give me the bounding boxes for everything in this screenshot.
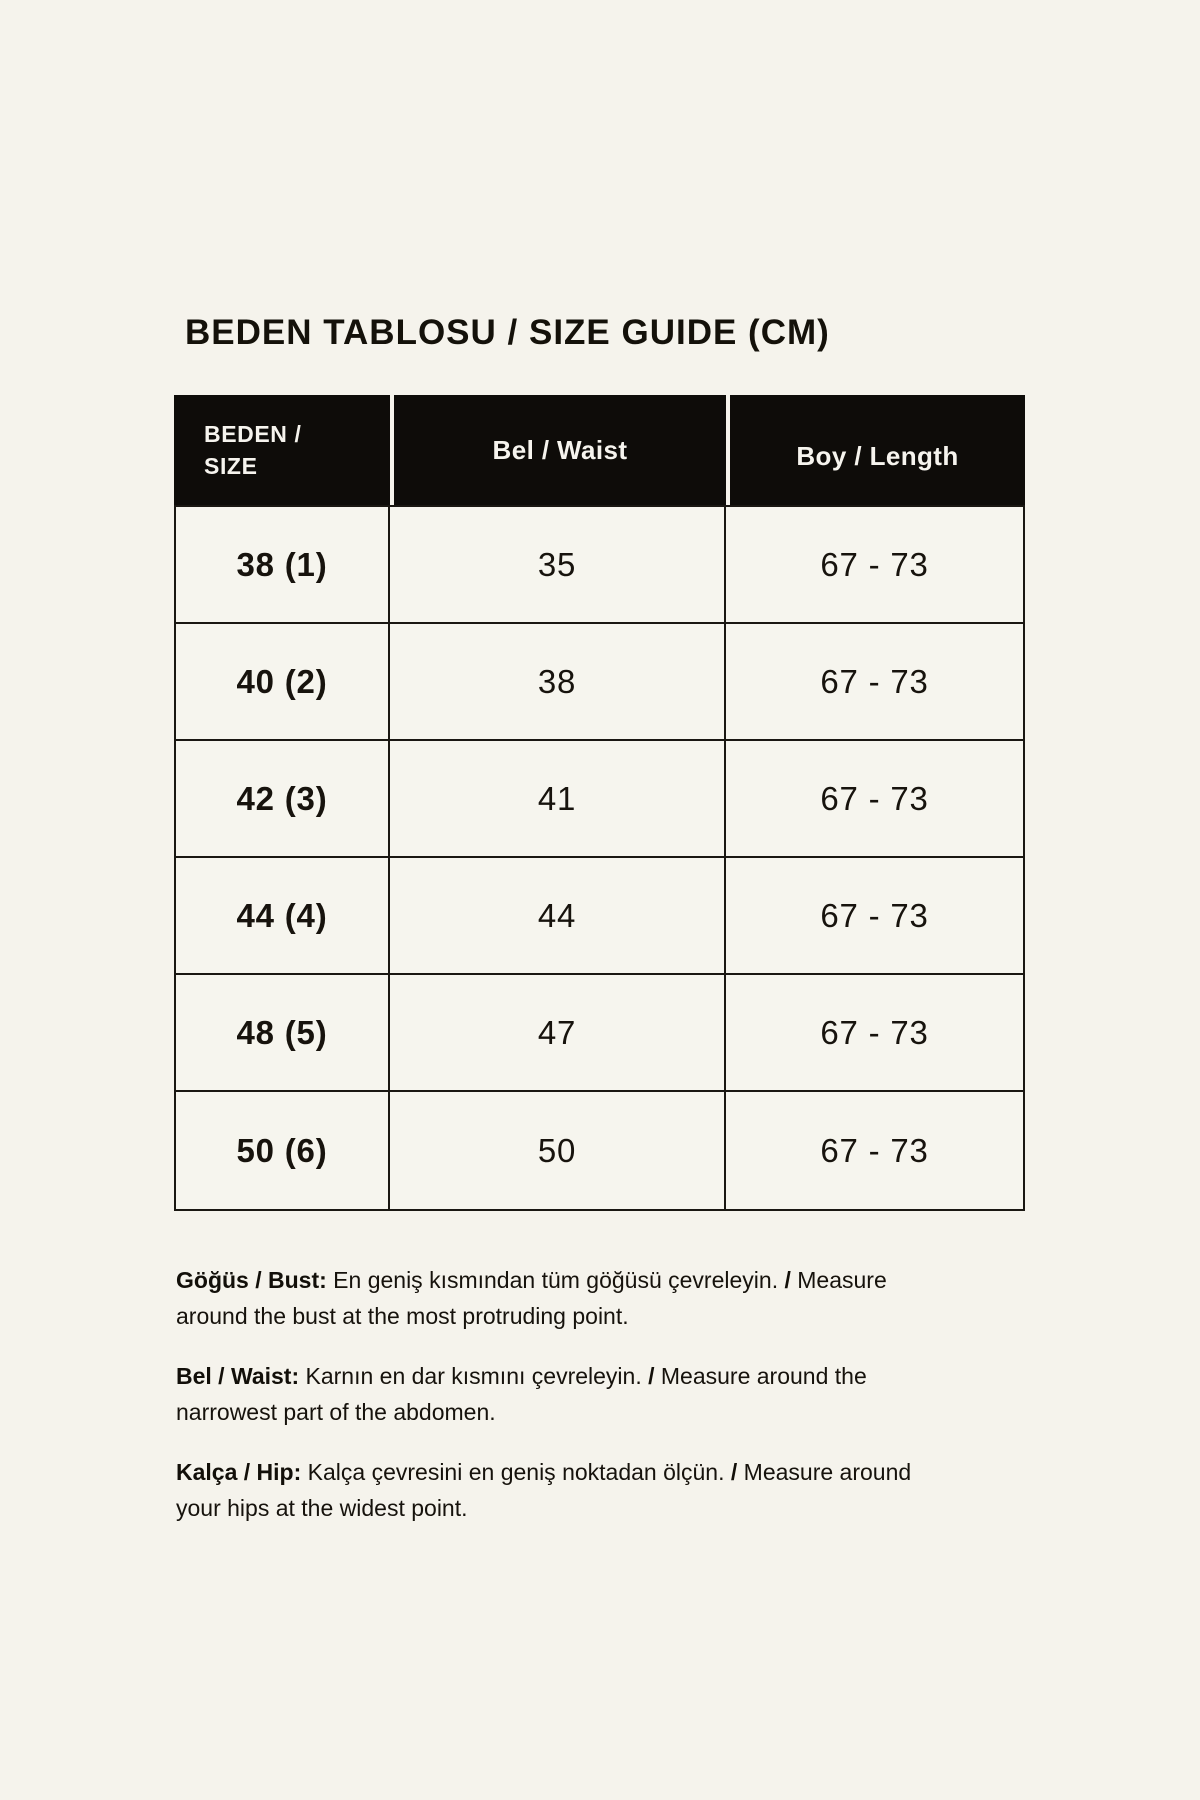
- size-table-header: [174, 395, 1025, 505]
- size-table-body: [174, 505, 1025, 1211]
- column-header-waist: Bel / Waist: [390, 395, 726, 505]
- note-hip-text-en: Measure around your hips at the widest point.: [176, 1459, 912, 1521]
- measurement-notes: [176, 1262, 938, 1550]
- column-header-length: Boy / Length: [726, 395, 1025, 505]
- note-hip-text-tr: Kalça çevresini en geniş noktadan ölçün.: [307, 1459, 725, 1485]
- cell-waist: 38: [390, 624, 726, 741]
- cell-waist: 41: [390, 741, 726, 858]
- size-guide-table: [174, 395, 1025, 1211]
- note-bust-text-tr: En geniş kısmından tüm göğüsü çevreleyin.: [333, 1267, 779, 1293]
- cell-size: 48 (5): [176, 975, 390, 1092]
- cell-size: 42 (3): [176, 741, 390, 858]
- cell-length: 67 - 73: [726, 975, 1023, 1092]
- cell-length: 67 - 73: [726, 1092, 1023, 1209]
- note-bust-separator: /: [784, 1267, 791, 1293]
- note-waist: [176, 1358, 938, 1430]
- cell-waist: 44: [390, 858, 726, 975]
- note-waist-text-en: Measure around the narrowest part of the abdomen.: [176, 1363, 867, 1425]
- cell-size: 44 (4): [176, 858, 390, 975]
- note-waist-separator: /: [648, 1363, 655, 1389]
- page-title: BEDEN TABLOSU / SIZE GUIDE (CM): [185, 313, 830, 353]
- cell-waist: 50: [390, 1092, 726, 1209]
- cell-length: 67 - 73: [726, 741, 1023, 858]
- note-hip-label: Kalça / Hip:: [176, 1459, 302, 1485]
- cell-size: 40 (2): [176, 624, 390, 741]
- note-waist-text-tr: Karnın en dar kısmını çevreleyin.: [305, 1363, 642, 1389]
- cell-length: 67 - 73: [726, 858, 1023, 975]
- cell-length: 67 - 73: [726, 624, 1023, 741]
- cell-waist: 47: [390, 975, 726, 1092]
- cell-size: 38 (1): [176, 507, 390, 624]
- note-waist-label: Bel / Waist:: [176, 1363, 300, 1389]
- note-hip: [176, 1454, 938, 1526]
- note-hip-separator: /: [730, 1459, 738, 1485]
- note-bust-text-en: Measure around the bust at the most protruding point.: [176, 1267, 887, 1329]
- cell-waist: 35: [390, 507, 726, 624]
- column-header-size: BEDEN / SIZE: [174, 395, 390, 505]
- cell-length: 67 - 73: [726, 507, 1023, 624]
- cell-size: 50 (6): [176, 1092, 390, 1209]
- note-bust-label: Göğüs / Bust:: [176, 1267, 327, 1293]
- note-bust: [176, 1262, 938, 1334]
